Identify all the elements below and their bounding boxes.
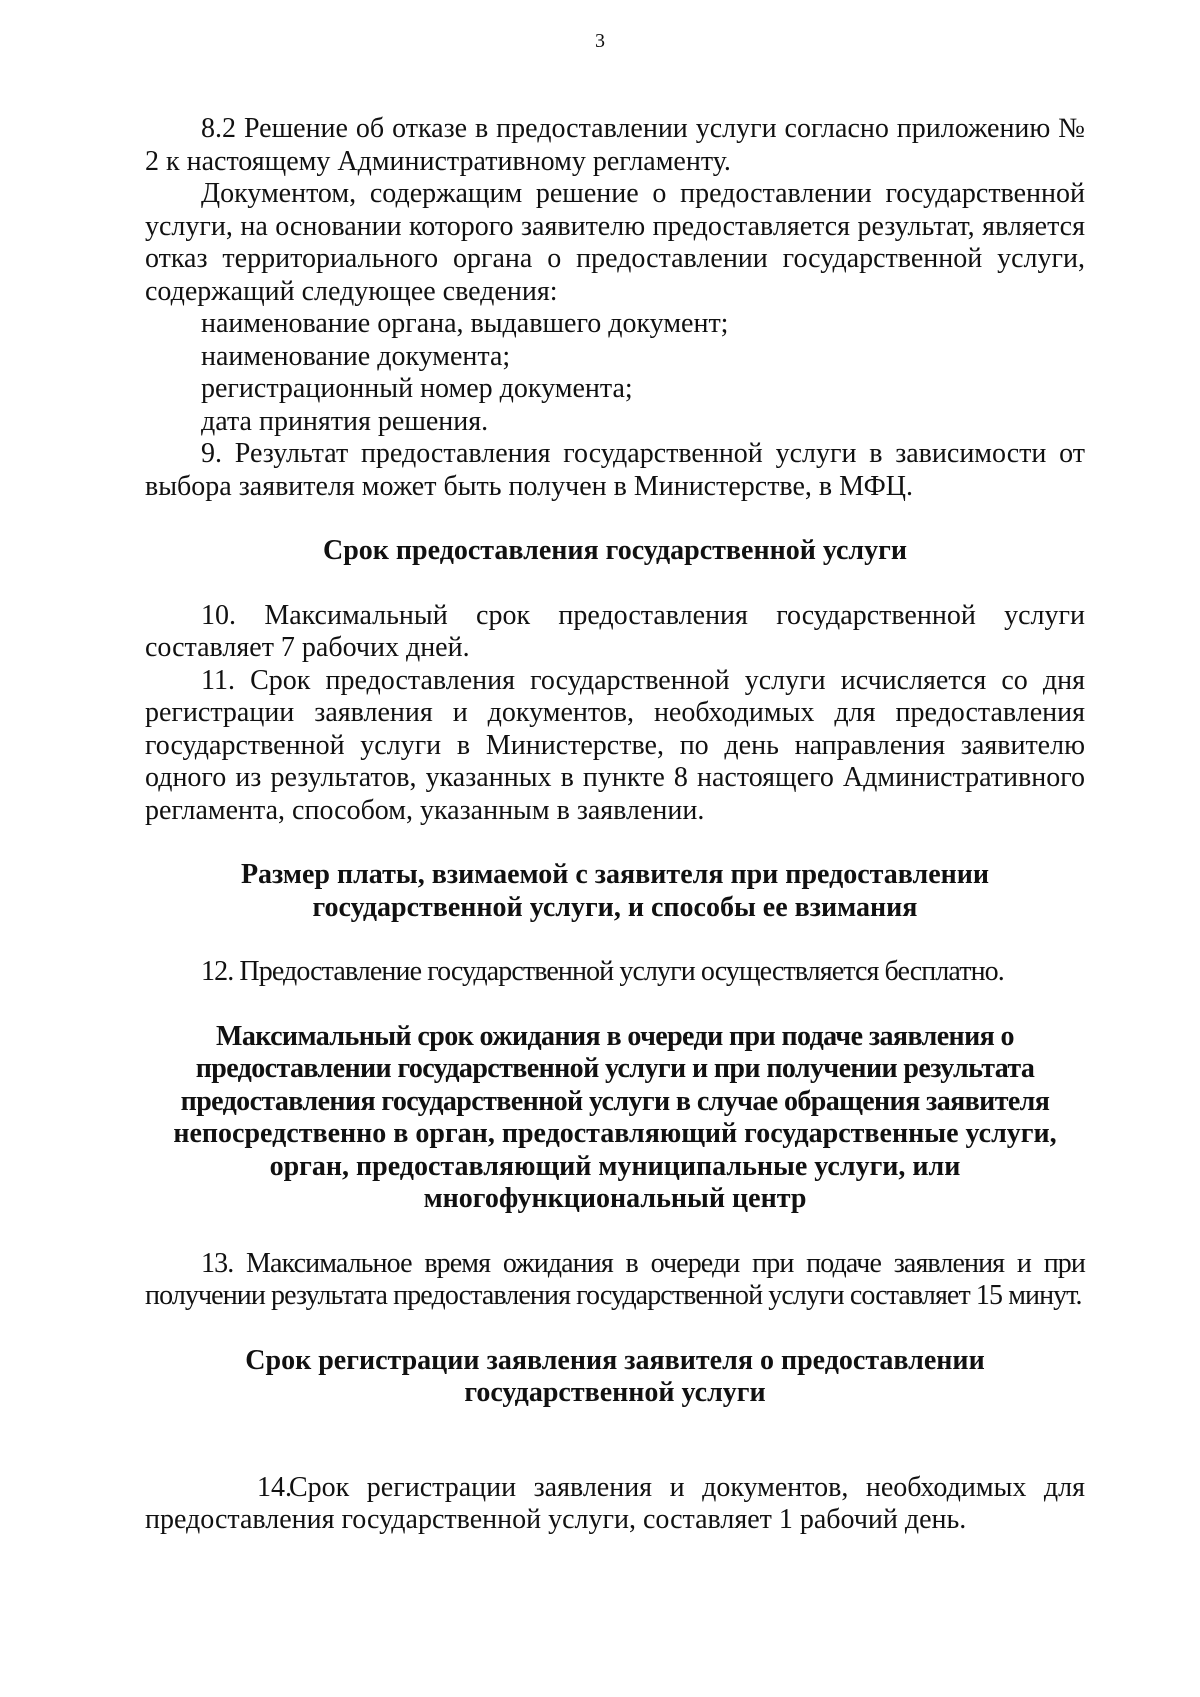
paragraph-9: 9. Результат предоставления государственной услуги в зависимости от выбора заявителя может быть получен в Министерстве, в МФЦ. [145, 438, 1085, 502]
paragraph-14 [145, 1472, 1085, 1537]
document-body [145, 113, 1085, 1537]
heading-queue-line-4: непосредственно в орган, предоставляющий государственные услуги, [173, 1118, 1057, 1149]
paragraph-10 [145, 600, 1085, 665]
heading-registration-line-2: государственной услуги [464, 1377, 766, 1408]
heading-registration-line-1: Срок регистрации заявления заявителя о предоставлении [245, 1344, 985, 1376]
heading-queue [145, 1021, 1085, 1216]
heading-queue-line-1: Максимальный срок ожидания в очереди при подаче заявления о [216, 1020, 1014, 1052]
list-item: регистрационный номер документа; [201, 373, 633, 404]
paragraph-10-line-1: 10. Максимальный срок предоставления государственной услуги [201, 599, 1085, 631]
heading-fee [145, 859, 1085, 924]
paragraph-11: 11. Срок предоставления государственной услуги исчисляется со дня регистрации заявления и документов, необходимых для предоставления государственной услуги в Министерстве, по день направления заявителю одного из результатов, указанных в пункте 8 настоящего Административного регламента, способом, указанным в заявлении. [145, 664, 1085, 826]
paragraph-14-number: 14. [257, 1471, 292, 1503]
list-item: наименование органа, выдавшего документ; [201, 308, 729, 339]
page-number: 3 [595, 30, 605, 52]
list-item: наименование документа; [201, 340, 511, 372]
heading-fee-line-1: Размер платы, взимаемой с заявителя при предоставлении [240, 859, 990, 890]
heading-service-term: Срок предоставления государственной услуги [323, 535, 907, 566]
list-item: дата принятия решения. [201, 405, 489, 437]
paragraph-8-2: 8.2 Решение об отказе в предоставлении услуги согласно приложению № 2 к настоящему Административному регламенту. [145, 113, 1085, 177]
heading-registration [145, 1345, 1085, 1410]
paragraph-13: 13. Максимальное время ожидания в очереди при подаче заявления и при получении результата предоставления государственной услуги составляет 15 минут. [145, 1247, 1085, 1311]
heading-fee-line-2: государственной услуги, и способы ее взимания [312, 891, 918, 923]
paragraph-10-line-2: составляет 7 рабочих дней. [145, 632, 470, 663]
paragraph-14-text: Срок регистрации заявления и документов, необходимых для предоставления государственной услуги, составляет 1 рабочий день. [145, 1471, 1085, 1535]
heading-queue-line-5: орган, предоставляющий муниципальные услуги, или [269, 1150, 961, 1182]
paragraph-result-document: Документом, содержащим решение о предоставлении государственной услуги, на основании которого заявителю предоставляется результат, является отказ территориального органа о предоставлении государственной услуги, содержащий следующее сведения: [145, 178, 1085, 307]
heading-queue-line-6: многофункциональный центр [423, 1183, 807, 1214]
paragraph-12: 12. Предоставление государственной услуги осуществляется бесплатно. [201, 956, 1004, 987]
heading-queue-line-2: предоставлении государственной услуги и при получении результата [195, 1053, 1035, 1084]
heading-queue-line-3: предоставления государственной услуги в случае обращения заявителя [180, 1085, 1050, 1117]
